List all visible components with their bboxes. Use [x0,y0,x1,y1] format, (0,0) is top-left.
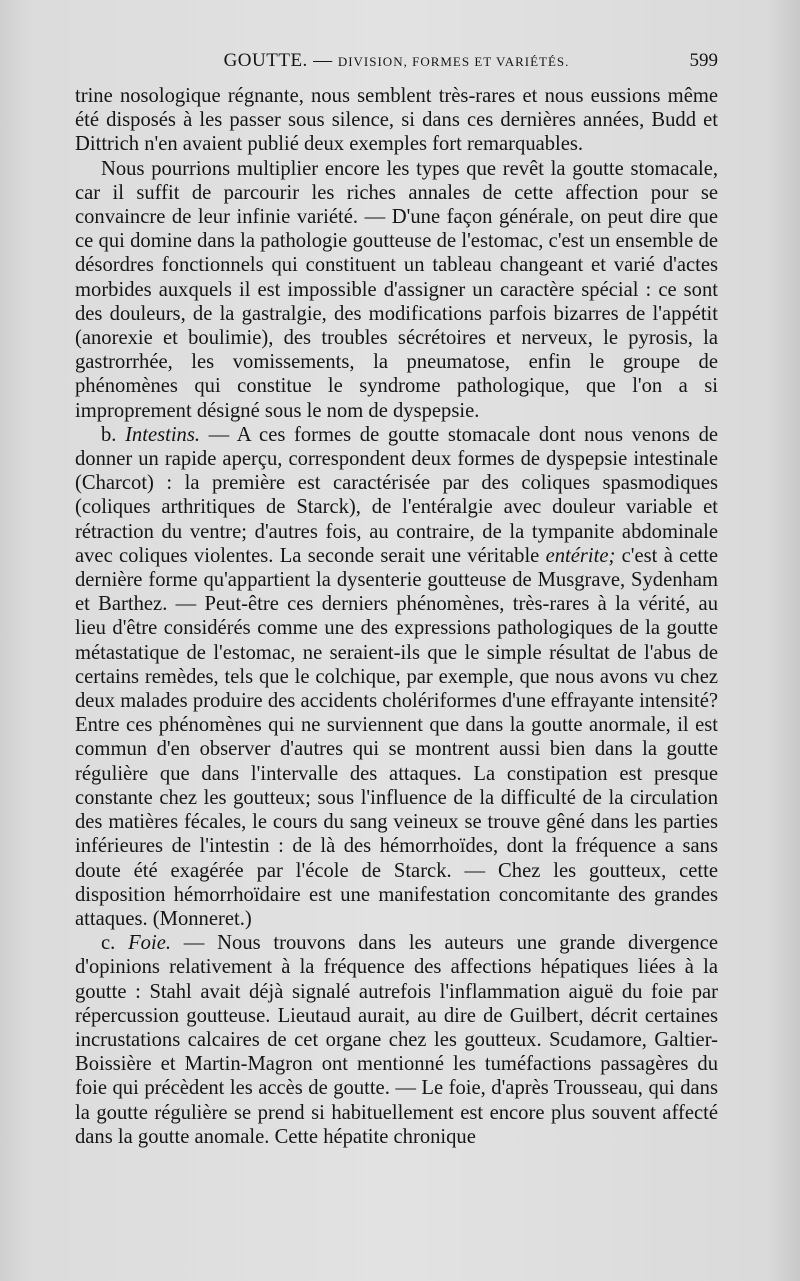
paragraph-foie [75,931,718,1149]
paragraph-1-text: trine nosologique régnante, nous semblent très-rares et nous eussions même été disposés à les passer sous silence, si dans ces dernières années, Budd et Dittrich n'en avaient publié deux exemples fort remarquables. [75,85,718,156]
section-heading-foie: Foie. [128,932,171,955]
section-heading-intestins: Intestins. [125,423,201,446]
paragraph-intestins-text-cont: c'est à cette dernière forme qu'appartient la dysenterie goutteuse de Musgrave, Sydenham et Barthez. — Peut-être ces derniers phénomènes, très-rares à la vérité, au lieu d'être considérés comme une des expressions pathologiques de la goutte métastatique de l'estomac, ne seraient-ils que le simple résultat de l'abus de certains remèdes, tels que le colchique, par exemple, que nous avons vu chez deux malades produire des accidents cholériformes d'une effrayante intensité? Entre ces phénomènes qui ne surviennent que dans la goutte anormale, il est commun d'en observer d'autres qui se montrent aussi bien dans la goutte régulière que dans l'intervalle des attaques. La constipation est presque constante chez les goutteux; sous l'influence de la difficulté de la circulation des matières fécales, le cours du sang veineux se trouve gêné dans les parties inférieures de l'intestin : de là des hémorrhoïdes, dont la fréquence a sans doute été exagérée par l'école de Starck. — Chez les goutteux, cette disposition hémorrhoïdaire est une manifestation concomitante des grandes attaques. (Monneret.) [75,544,718,930]
running-title-dash: — [313,50,333,71]
page-number: 599 [689,50,718,71]
paragraph-intestins-text: — A ces formes de goutte stomacale dont nous venons de donner un rapide aperçu, correspondent deux formes de dyspepsie intestinale (Charcot) : la première est caractérisée par des coliques spasmodiques (coliques arthritiques de Starck), de l'entéralgie avec douleur variable et rétraction du ventre; d'autres fois, au contraire, de la tympanite abdominale avec coliques violentes. La seconde serait une véritable [75,423,719,567]
running-title [75,50,718,72]
paragraph-2 [75,157,718,423]
paragraph-intestins [75,423,718,931]
paragraph-2-text: Nous pourrions multiplier encore les types que revêt la goutte stomacale, car il suffit de parcourir les riches annales de cette affection pour se convaincre de leur infinie variété. — D'une façon générale, on peut dire que ce qui domine dans la pathologie goutteuse de l'estomac, c'est un ensemble de désordres fonctionnels qui constituent un tableau changeant et varié d'actes morbides auxquels il est impossible d'assigner un caractère spécial : ce sont des douleurs, de la gastralgie, des modifications parfois bizarres de l'appétit (anorexie et boulimie), des troubles sécrétoires et nerveux, le pyrosis, la gastrorrhée, les vomissements, la pneumatose, enfin le groupe de phénomènes qui constitue le syndrome pathologique, que l'on a si improprement désigné sous le nom de dyspepsie. [75,157,718,422]
body-text [75,84,718,1149]
paragraph-foie-text: — Nous trouvons dans les auteurs une grande divergence d'opinions relativement à la fréquence des affections hépatiques liées à la goutte : Stahl avait déjà signalé autrefois l'inflammation aiguë du foie par répercussion goutteuse. Lieutaud aurait, au dire de Guilbert, décrit certaines incrustations calcaires de cet organe chez les goutteux. Scudamore, Galtier-Boissière et Martin-Magron ont mentionné les tuméfactions passagères du foie qui précèdent les accès de goutte. — Le foie, d'après Trousseau, qui dans la goutte régulière se prend si habituellement est encore plus souvent affecté dans la goutte anomale. Cette hépatite chronique [75,932,719,1148]
running-title-main: GOUTTE. [223,50,308,71]
running-head [75,50,718,76]
running-title-sub: DIVISION, FORMES ET VARIÉTÉS. [337,54,570,69]
section-letter-b: b. [101,423,117,446]
section-letter-c: c. [101,932,116,955]
paragraph-1 [75,84,718,157]
italic-term-enterite: entérite; [545,544,616,567]
